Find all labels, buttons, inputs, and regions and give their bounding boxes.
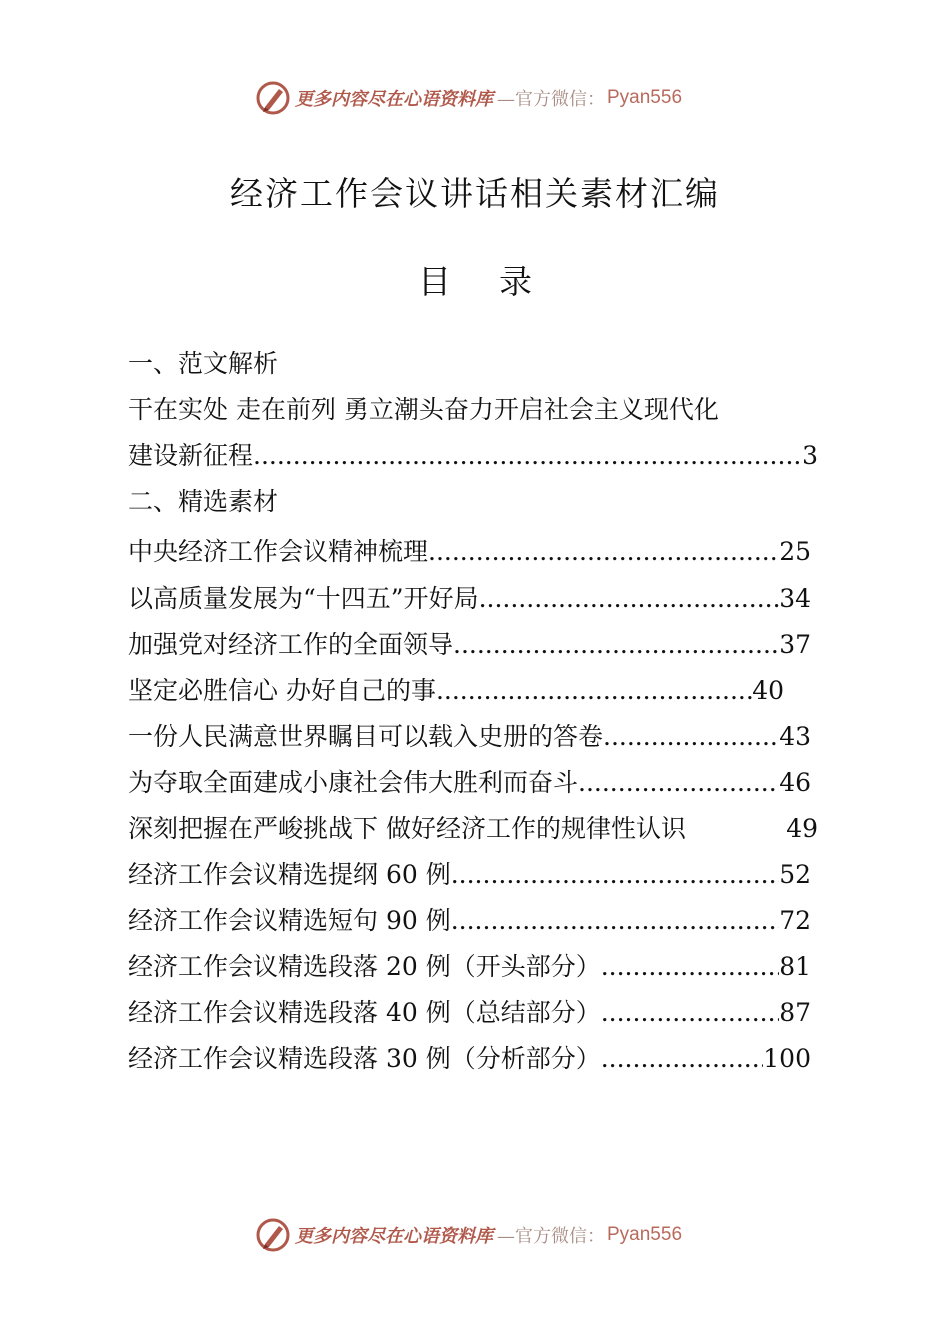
watermark-wechat-label: —官方微信： [497, 1226, 605, 1247]
toc-entry[interactable]: 建设新征程 ..... 3 [128, 441, 818, 471]
toc-page-number: 43 [779, 722, 811, 751]
toc-page-number: 49 [786, 814, 818, 843]
document-title: 经济工作会议讲话相关素材汇编 [230, 174, 720, 213]
toc-page-number: 40 [752, 676, 784, 705]
toc-page-number: 52 [779, 860, 811, 889]
toc-entry[interactable]: 加强党对经济工作的全面领导 ..... 37 [128, 630, 811, 660]
toc-entry[interactable]: 经济工作会议精选段落 30 例（分析部分） ..... 100 [128, 1044, 811, 1074]
toc-entry[interactable]: 坚定必胜信心 办好自己的事 ..... 40 [128, 676, 784, 706]
dot-leader [601, 952, 779, 982]
watermark-site-text: 更多内容尽在心语资料库 [295, 89, 493, 110]
toc-entry[interactable]: 经济工作会议精选提纲 60 例 ..... 52 [128, 860, 811, 890]
dot-leader [578, 768, 779, 798]
toc-page-number: 87 [779, 998, 811, 1027]
toc-entry-line[interactable]: 干在实处 走在前列 勇立潮头奋力开启社会主义现代化 [128, 395, 719, 424]
dot-leader [253, 441, 802, 471]
toc-entry[interactable]: 中央经济工作会议精神梳理 ..... 25 [128, 537, 811, 567]
watermark-wechat-id: Pyan556 [607, 87, 683, 108]
pen-logo-icon [255, 1217, 291, 1253]
toc-entry[interactable]: 经济工作会议精选短句 90 例 ..... 72 [128, 906, 811, 936]
dot-leader [603, 722, 779, 752]
toc-page-number: 100 [763, 1044, 811, 1073]
dot-leader [428, 537, 779, 567]
dot-leader [451, 860, 779, 890]
dot-leader [451, 906, 779, 936]
toc-entry[interactable]: 以高质量发展为“十四五”开好局 ..... 34 [128, 584, 811, 614]
dot-leader [601, 1044, 764, 1074]
dot-leader [479, 584, 780, 614]
toc-heading-char-2: 录 [499, 262, 532, 301]
toc-heading [0, 256, 950, 303]
pen-logo-icon [255, 80, 291, 116]
header-watermark [255, 78, 682, 118]
footer-watermark [255, 1215, 682, 1255]
dot-leader [601, 998, 779, 1028]
toc-section-heading: 二、精选素材 [128, 487, 279, 516]
toc-entry[interactable]: 为夺取全面建成小康社会伟大胜利而奋斗 ..... 46 [128, 768, 811, 798]
toc-page-number: 25 [779, 537, 811, 566]
toc-page-number: 46 [779, 768, 811, 797]
toc-entry[interactable]: 一份人民满意世界瞩目可以载入史册的答卷 ..... 43 [128, 722, 811, 752]
toc-entry[interactable]: 经济工作会议精选段落 20 例（开头部分） ..... 81 [128, 952, 811, 982]
toc-section-heading: 一、范文解析 [128, 349, 279, 378]
toc-page-number: 72 [779, 906, 811, 935]
watermark-wechat-label: —官方微信： [497, 89, 605, 110]
dot-leader [453, 630, 779, 660]
toc-page-number: 81 [779, 952, 811, 981]
toc-page-number: 3 [802, 441, 818, 470]
toc-heading-char-1: 目 [418, 262, 451, 301]
toc-entry[interactable]: 深刻把握在严峻挑战下 做好经济工作的规律性认识 49 [128, 814, 818, 843]
toc-page-number: 37 [779, 630, 811, 659]
toc-entry[interactable]: 经济工作会议精选段落 40 例（总结部分） ..... 87 [128, 998, 811, 1028]
watermark-site-text: 更多内容尽在心语资料库 [295, 1226, 493, 1247]
toc-page-number: 34 [779, 584, 811, 613]
dot-leader [436, 676, 752, 706]
watermark-wechat-id: Pyan556 [607, 1224, 683, 1245]
